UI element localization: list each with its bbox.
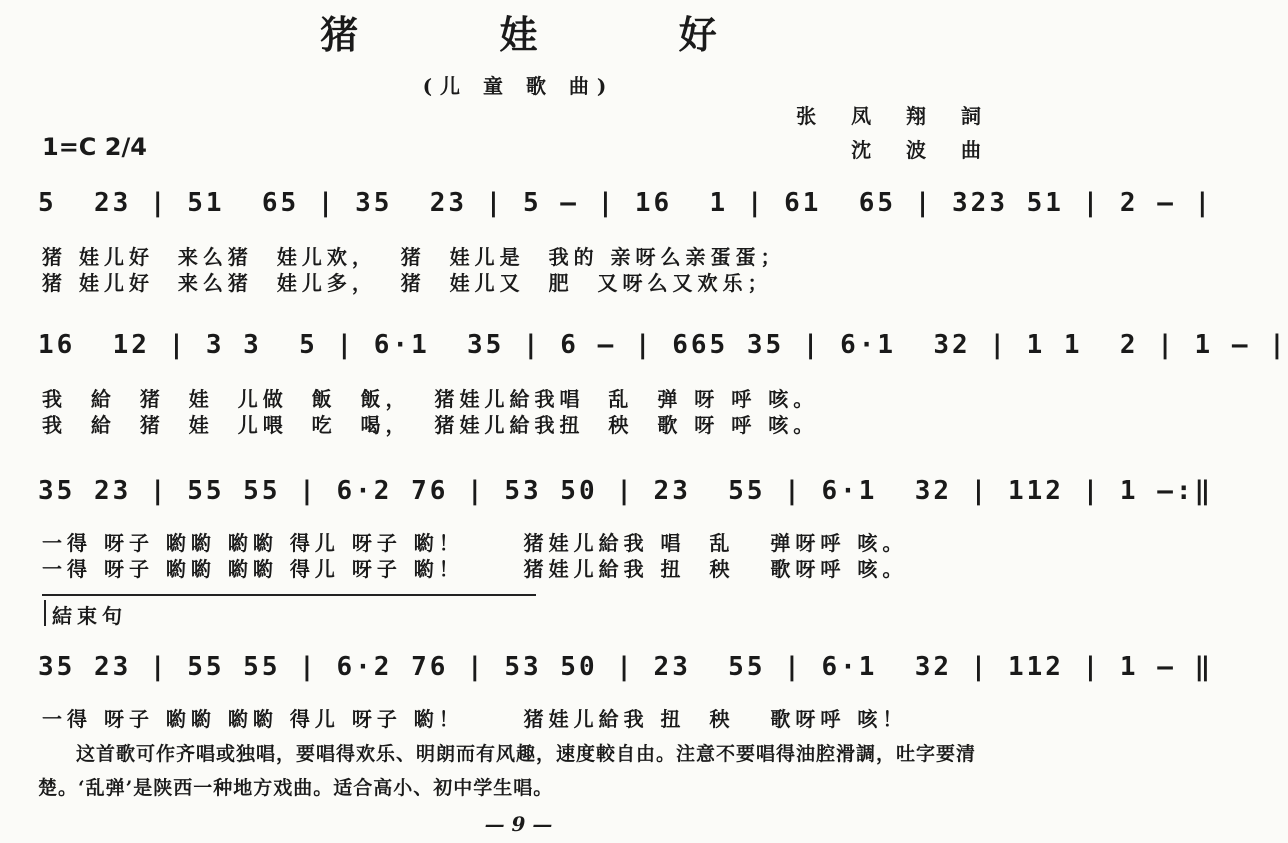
ending-bracket	[44, 600, 46, 626]
notation-line-3: 35 23 | 55 55 | 6·2 76 | 53 50 | 23 55 | 6·1 32 | 112 | 1 —:‖	[38, 476, 1214, 506]
lyric-line-3b: 一得 呀子 喲喲 喲喲 得儿 呀子 喲！ 猪娃儿給我 扭 秧 歌呀呼 咳。	[42, 557, 908, 581]
song-subtitle: (儿 童 歌 曲)	[422, 74, 615, 98]
lyric-line-3a: 一得 呀子 喲喲 喲喲 得儿 呀子 喲！ 猪娃儿給我 唱 乱 弹呀呼 咳。	[42, 531, 908, 555]
lyric-line-4: 一得 呀子 喲喲 喲喲 得儿 呀子 喲！ 猪娃儿給我 扭 秧 歌呀呼 咳！	[42, 707, 908, 731]
notation-line-1: 5 23 | 51 65 | 35 23 | 5 — | 16 1 | 61 65 | 323 51 | 2 — |	[38, 188, 1214, 218]
lyricist-credit: 张 凤 翔 詞	[796, 104, 995, 128]
lyric-line-1b: 猪 娃儿好 来么猪 娃儿多， 猪 娃儿又 肥 又呀么又欢乐；	[42, 271, 773, 295]
composer-credit: 沈 波 曲	[851, 138, 995, 162]
ending-label: 結束句	[52, 604, 127, 628]
key-signature: 1=C 2/4	[42, 133, 147, 161]
lyric-line-2a: 我 給 猪 娃 儿做 飯 飯， 猪娃儿給我唱 乱 弹 呀 呼 咳。	[42, 387, 819, 411]
performance-note: 这首歌可作齐唱或独唱，要唱得欢乐、明朗而有风趣，速度較自由。注意不要唱得油腔滑調，吐字要清楚。‘乱弹’是陕西一种地方戏曲。适合高小、初中学生唱。	[38, 743, 977, 799]
section-rule	[42, 594, 536, 596]
song-title: 猪 娃 好	[320, 12, 781, 57]
notation-line-2: 16 12 | 3 3 5 | 6·1 35 | 6 — | 665 35 | 6·1 32 | 1 1 2 | 1 — |	[38, 330, 1288, 360]
page-number: — 9 —	[484, 812, 553, 836]
lyric-line-1a: 猪 娃儿好 来么猪 娃儿欢， 猪 娃儿是 我的 亲呀么亲蛋蛋；	[42, 245, 786, 269]
lyric-line-2b: 我 給 猪 娃 儿喂 吃 喝， 猪娃儿給我扭 秧 歌 呀 呼 咳。	[42, 413, 819, 437]
notation-line-4: 35 23 | 55 55 | 6·2 76 | 53 50 | 23 55 | 6·1 32 | 112 | 1 — ‖	[38, 652, 1214, 682]
